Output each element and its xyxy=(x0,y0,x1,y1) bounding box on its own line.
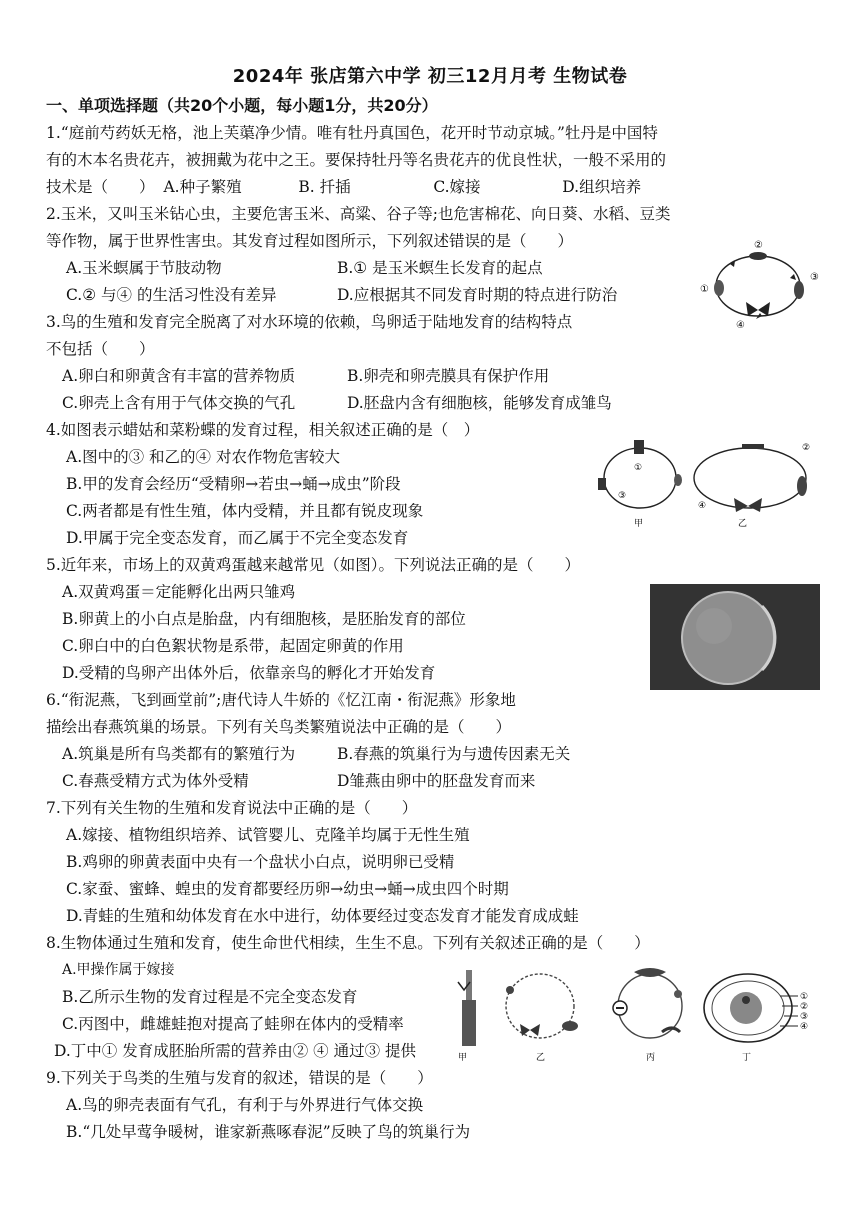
q6-options-row1 xyxy=(62,743,570,765)
q1-stem-line1: 1.“庭前芍药妖无格，池上芙蕖净少情。唯有牡丹真国色，花开时节动京城。”牡丹是中国特 xyxy=(46,124,658,142)
q1-option-a: A.种子繁殖 xyxy=(163,178,242,196)
q4-lifecycle-figure xyxy=(588,436,820,528)
q7-option-d: D.青蛙的生殖和幼体发育在水中进行，幼体要经过变态发育才能发育成成蛙 xyxy=(66,907,579,925)
nymph-icon xyxy=(598,478,606,490)
q1-option-d: D.组织培养 xyxy=(562,178,642,196)
q4-fig-label-1: ① xyxy=(634,463,643,473)
q1-stem-tail: 技术是（ ） xyxy=(46,178,155,196)
q8-fig-label-2: ② xyxy=(800,1002,809,1012)
q4-option-a: A.图中的③ 和乙的④ 对农作物危害较大 xyxy=(66,448,340,466)
q9-option-b: B.“几处早莺争暖树，谁家新燕啄春泥”反映了鸟的筑巢行为 xyxy=(66,1123,471,1141)
q8-fig-label-3: ③ xyxy=(800,1012,809,1022)
q7-stem-line1: 7.下列有关生物的生殖和发育说法中正确的是（ ） xyxy=(46,799,418,817)
q7-option-b: B.鸡卵的卵黄表面中央有一个盘状小白点，说明卵已受精 xyxy=(66,853,455,871)
cabbage-butterfly-icon xyxy=(734,498,762,512)
q2-fig-label-2: ② xyxy=(754,240,763,251)
q6-options-row2 xyxy=(62,770,535,792)
q2-fig-label-3: ③ xyxy=(810,272,819,283)
q2-lifecycle-figure xyxy=(696,240,824,332)
pupa-icon xyxy=(797,476,807,496)
q2-option-c: C.② 与④ 的生活习性没有差异 xyxy=(66,286,277,304)
q2-stem-line1: 2.玉米，又叫玉米钻心虫，主要危害玉米、高粱、谷子等;也危害棉花、向日葵、水稻、豆类 xyxy=(46,205,671,223)
q3-options-row1 xyxy=(62,365,549,387)
q5-option-c: C.卵白中的白色絮状物是系带，起固定卵黄的作用 xyxy=(62,637,404,655)
q3-option-d: D.胚盘内含有细胞核，能够发育成雏鸟 xyxy=(346,394,612,412)
q3-options-row2 xyxy=(62,392,612,414)
q6-stem-line1: 6.“衔泥燕，飞到画堂前”;唐代诗人牛娇的《忆江南・衔泥燕》形象地 xyxy=(46,691,516,709)
egg-cluster-icon xyxy=(506,986,514,994)
q4-stem-line1: 4.如图表示蜡姑和菜粉蝶的发育过程，相关叙述正确的是（ ） xyxy=(46,421,480,439)
q8-option-c: C.丙图中，雌雄蛙抱对提高了蛙卵在体内的受精率 xyxy=(62,1015,404,1033)
q3-option-c: C.卵壳上含有用于气体交换的气孔 xyxy=(62,394,296,412)
q6-option-b: B.春燕的筑巢行为与遗传因素无关 xyxy=(336,745,571,763)
q7-option-c: C.家蚕、蜜蜂、蝗虫的发育都要经历卵→幼虫→蛹→成虫四个时期 xyxy=(66,880,509,898)
rootstock-icon xyxy=(462,1000,476,1046)
q4-option-c: C.两者都是有性生殖，体内受精，并且都有锐皮现象 xyxy=(66,502,424,520)
q1-stem-line2: 有的木本名贵花卉，被拥戴为花中之王。要保持牡丹等名贵花卉的优良性状，一般不采用的 xyxy=(46,151,667,169)
q8-option-d: D.丁中① 发育成胚胎所需的营养由② ④ 通过③ 提供 xyxy=(54,1042,417,1060)
q9-option-a: A.鸟的卵壳表面有气孔，有利于与外界进行气体交换 xyxy=(66,1096,424,1114)
caterpillar-icon xyxy=(742,444,764,449)
q2-option-a: A.玉米螟属于节肢动物 xyxy=(66,259,222,277)
q5-stem-line1: 5.近年来，市场上的双黄鸡蛋越来越常见（如图）。下列说法正确的是（ ） xyxy=(46,556,581,574)
q5-option-a: A.双黄鸡蛋＝定能孵化出两只雏鸡 xyxy=(62,583,296,601)
q6-option-a: A.筑巢是所有鸟类都有的繁殖行为 xyxy=(62,745,296,763)
q2-fig-label-1: ① xyxy=(700,284,709,295)
section-heading: 一、单项选择题（共20个小题，每小题1分，共20分） xyxy=(46,96,438,115)
egg-icon xyxy=(714,280,724,296)
q8-figures xyxy=(448,960,820,1064)
q4-fig-label-2: ② xyxy=(802,443,811,453)
q8-fig-label-jia: 甲 xyxy=(458,1053,468,1063)
q2-fig-label-4: ④ xyxy=(736,320,745,331)
q8-option-b: B.乙所示生物的发育过程是不完全变态发育 xyxy=(62,988,358,1006)
q2-option-d: D.应根据其不同发育时期的特点进行防治 xyxy=(336,286,618,304)
q1-option-b: B. 扦插 xyxy=(298,178,351,196)
egg-icon xyxy=(674,474,682,486)
q4-fig-label-3: ③ xyxy=(618,491,627,501)
q8-fig-label-bing: 丙 xyxy=(646,1053,656,1063)
q8-fig-label-yi: 乙 xyxy=(536,1053,546,1063)
q2-option-b: B.① 是玉米螟生长发育的起点 xyxy=(336,259,543,277)
q2-stem-line2: 等作物，属于世界性害虫。其发育过程如图所示，下列叙述错误的是（ ） xyxy=(46,232,574,250)
q4-fig-label-jia: 甲 xyxy=(634,519,644,528)
q3-stem-line1: 3.鸟的生殖和发育完全脱离了对水环境的依赖，鸟卵适于陆地发育的结构特点 xyxy=(46,313,573,331)
q8-fig-label-ding: 丁 xyxy=(742,1053,752,1063)
q8-fig-label-1: ① xyxy=(800,992,809,1002)
larva-icon xyxy=(749,252,767,260)
q2-options-row2 xyxy=(66,284,617,306)
q5-double-yolk-photo xyxy=(650,584,820,690)
q8-option-a: A.甲操作属于嫁接 xyxy=(62,962,175,978)
pupa-icon xyxy=(794,281,804,299)
q3-option-b: B.卵壳和卵壳膜具有保护作用 xyxy=(346,367,550,385)
page-title: 2024年 张店第六中学 初三12月月考 生物试卷 xyxy=(232,66,628,87)
cocoon-icon xyxy=(562,1021,578,1031)
q6-option-d: D雏燕由卵中的胚盘发育而来 xyxy=(336,772,536,790)
q5-option-b: B.卵黄上的小白点是胎盘，内有细胞核，是胚胎发育的部位 xyxy=(62,610,466,628)
q1-stem-line3 xyxy=(46,176,641,198)
q8-stem-line1: 8.生物体通过生殖和发育，使生命世代相续，生生不息。下列有关叙述正确的是（ ） xyxy=(46,934,650,952)
q3-stem-line2: 不包括（ ） xyxy=(46,340,155,358)
q6-option-c: C.春燕受精方式为体外受精 xyxy=(62,772,249,790)
q4-fig-label-4: ④ xyxy=(698,501,707,511)
q4-option-b: B.甲的发育会经历“受精卵→若虫→蛹→成虫”阶段 xyxy=(66,475,401,493)
q4-option-d: D.甲属于完全变态发育，而乙属于不完全变态发育 xyxy=(66,529,409,547)
butterfly-icon xyxy=(746,302,770,316)
adult-cricket-icon xyxy=(634,440,644,454)
q8-fig-label-4: ④ xyxy=(800,1022,809,1032)
q2-options-row1 xyxy=(66,257,543,279)
q4-fig-label-yi: 乙 xyxy=(738,519,748,528)
q7-option-a: A.嫁接、植物组织培养、试管婴儿、克隆羊均属于无性生殖 xyxy=(66,826,470,844)
q5-option-d: D.受精的鸟卵产出体外后，依靠亲鸟的孵化才开始发育 xyxy=(62,664,436,682)
q1-option-c: C.嫁接 xyxy=(433,178,481,196)
frog-egg-icon xyxy=(674,990,682,998)
q9-stem-line1: 9.下列关于鸟类的生殖与发育的叙述，错误的是（ ） xyxy=(46,1069,433,1087)
q3-option-a: A.卵白和卵黄含有丰富的营养物质 xyxy=(62,367,296,385)
q6-stem-line2: 描绘出春燕筑巢的场景。下列有关鸟类繁殖说法中正确的是（ ） xyxy=(46,718,512,736)
